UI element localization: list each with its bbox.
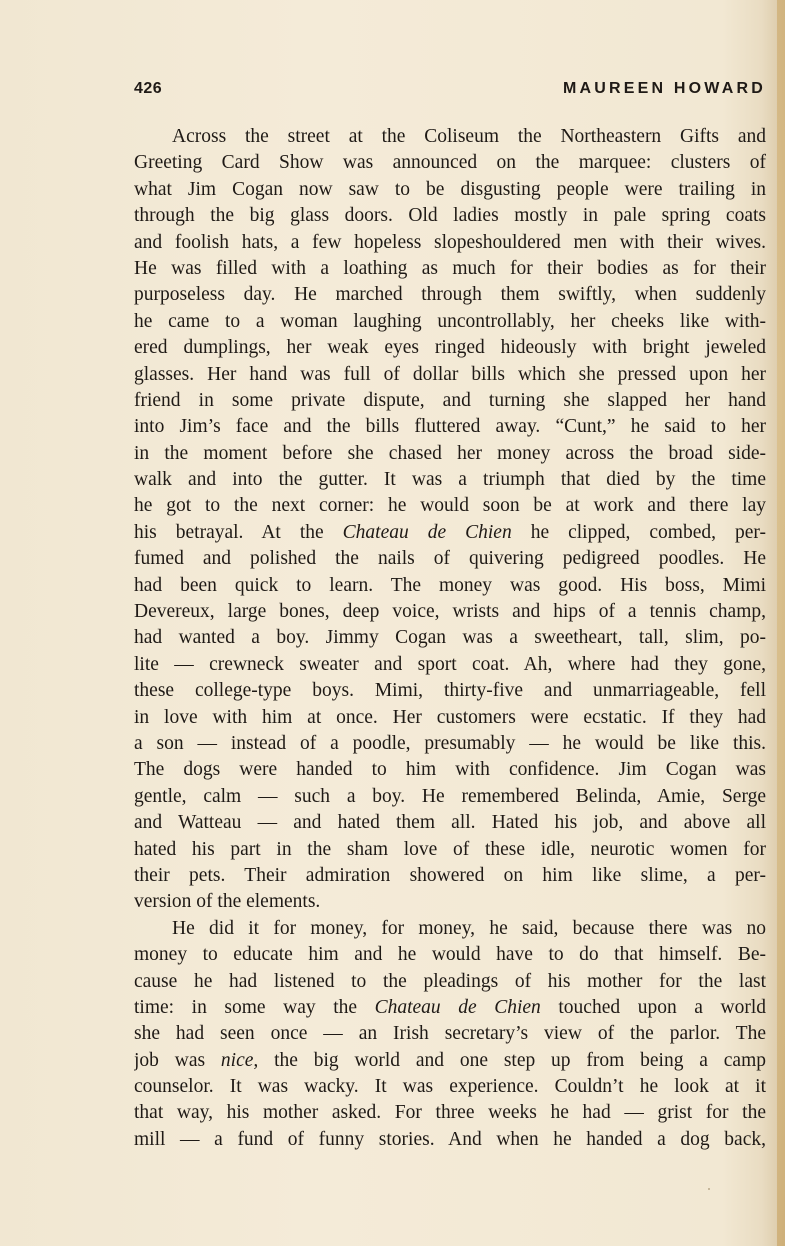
text-line: version of the elements.: [134, 891, 321, 913]
text-line: what Jim Cogan now saw to be disgusting people were trailing in: [134, 178, 766, 200]
text-line: Devereux, large bones, deep voice, wrists and hips of a tennis champ,: [134, 601, 766, 623]
text-line: these college-type boys. Mimi, thirty-five and unmarriageable, fell: [134, 680, 766, 702]
body-text: [134, 124, 766, 1153]
page-speck: [708, 1188, 710, 1190]
text-line: fumed and polished the nails of quivering pedigreed poodles. He: [134, 548, 766, 570]
page-number: 426: [134, 80, 163, 97]
text-line: that way, his mother asked. For three weeks he had — grist for the: [134, 1102, 766, 1124]
text-line: in the moment before she chased her money across the broad side-: [134, 442, 766, 464]
text-line: ered dumplings, her weak eyes ringed hideously with bright jeweled: [134, 337, 766, 359]
italic-emphasis: Chateau de Chien: [374, 996, 541, 1018]
text-line: He did it for money, for money, he said, because there was no: [172, 917, 766, 939]
page-header: [134, 80, 766, 102]
text-line: Across the street at the Coliseum the Northeastern Gifts and: [172, 126, 766, 147]
text-line: Greeting Card Show was announced on the marquee: clusters of: [134, 152, 766, 174]
text-line: The dogs were handed to him with confidence. Jim Cogan was: [134, 759, 766, 781]
text-line: He was filled with a loathing as much for their bodies as for their: [134, 257, 766, 279]
text-line: had wanted a boy. Jimmy Cogan was a sweetheart, tall, slim, po-: [134, 627, 766, 649]
running-head-author: MAUREEN HOWARD: [562, 80, 766, 97]
text-line: money to educate him and he would have to do that himself. Be-: [134, 944, 766, 966]
text-line: purposeless day. He marched through them swiftly, when suddenly: [134, 284, 766, 306]
text-line: gentle, calm — such a boy. He remembered Belinda, Amie, Serge: [134, 785, 766, 807]
text-line: cause he had listened to the pleadings of his mother for the last: [134, 970, 766, 992]
text-line: and Watteau — and hated them all. Hated his job, and above all: [134, 812, 766, 834]
text-line: he came to a woman laughing uncontrollably, her cheeks like with-: [134, 310, 766, 332]
italic-emphasis: nice,: [220, 1049, 259, 1071]
text-line: she had seen once — an Irish secretary’s view of the parlor. The: [134, 1023, 766, 1045]
text-line: time: in some way the Chateau de Chien touched upon a world: [134, 996, 766, 1018]
text-line: walk and into the gutter. It was a triumph that died by the time: [134, 469, 766, 491]
text-line: glasses. Her hand was full of dollar bills which she pressed upon her: [134, 363, 766, 385]
text-line: hated his part in the sham love of these idle, neurotic women for: [134, 838, 766, 860]
text-line: and foolish hats, a few hopeless slopeshouldered men with their wives.: [134, 231, 766, 253]
text-line: a son — instead of a poodle, presumably — he would be like this.: [134, 732, 766, 754]
text-line: he got to the next corner: he would soon be at work and there lay: [134, 495, 766, 517]
text-line: in love with him at once. Her customers were ecstatic. If they had: [134, 706, 766, 728]
text-line: friend in some private dispute, and turning she slapped her hand: [134, 389, 766, 411]
text-line: their pets. Their admiration showered on him like slime, a per-: [134, 864, 766, 886]
text-line: into Jim’s face and the bills fluttered away. “Cunt,” he said to her: [134, 416, 766, 438]
italic-emphasis: Chateau de Chien: [342, 521, 512, 543]
text-line: mill — a fund of funny stories. And when he handed a dog back,: [134, 1128, 766, 1150]
text-line: through the big glass doors. Old ladies mostly in pale spring coats: [134, 205, 766, 227]
page-edge-shadow: [777, 0, 785, 1246]
text-line: lite — crewneck sweater and sport coat. Ah, where had they gone,: [134, 653, 766, 675]
text-line: job was nice, the big world and one step up from being a camp: [134, 1049, 766, 1071]
text-line: had been quick to learn. The money was good. His boss, Mimi: [134, 574, 766, 596]
text-line: counselor. It was wacky. It was experience. Couldn’t he look at it: [134, 1076, 766, 1098]
text-line: his betrayal. At the Chateau de Chien he clipped, combed, per-: [134, 521, 766, 543]
